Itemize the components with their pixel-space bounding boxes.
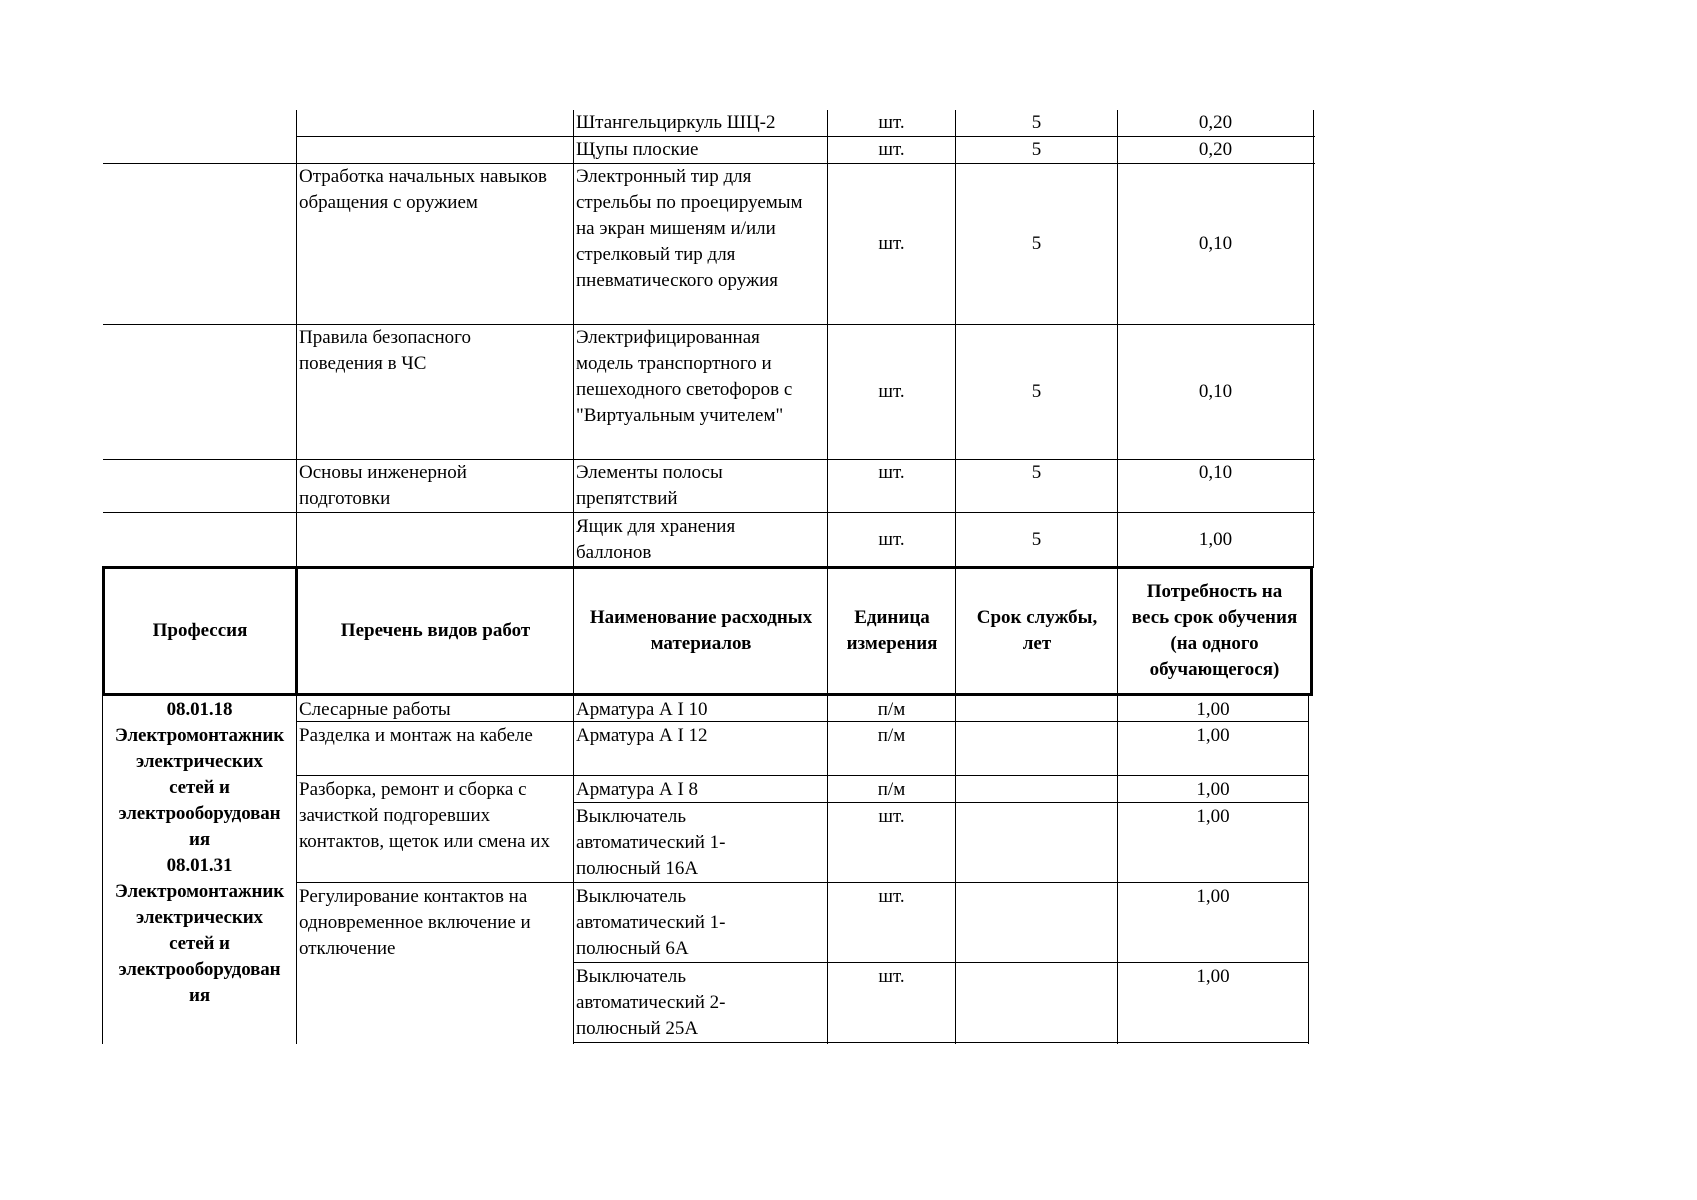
header-materials: Наименование расходных материалов bbox=[589, 607, 813, 654]
work-cell: Разборка, ремонт и сборка с зачисткой подгоревших контактов, щеток или смена их bbox=[299, 779, 550, 852]
life-cell: 5 bbox=[1031, 462, 1042, 483]
unit-cell: шт. bbox=[878, 233, 905, 254]
need-cell: 0,10 bbox=[1198, 462, 1233, 483]
header-life: Срок службы, лет bbox=[976, 607, 1098, 654]
rule bbox=[955, 696, 956, 1044]
unit-cell: п/м bbox=[877, 699, 906, 720]
material-cell: Выключатель автоматический 1- полюсный 6А bbox=[576, 886, 726, 959]
work-cell: Отработка начальных навыков обращения с оружием bbox=[299, 166, 547, 213]
rule bbox=[1310, 566, 1313, 696]
life-cell: 5 bbox=[1031, 112, 1042, 133]
unit-cell: шт. bbox=[878, 112, 905, 133]
rule bbox=[573, 110, 574, 568]
material-cell: Арматура А I 12 bbox=[576, 725, 708, 746]
unit-cell: п/м bbox=[877, 779, 906, 800]
life-cell: 5 bbox=[1031, 381, 1042, 402]
work-cell: Правила безопасного поведения в ЧС bbox=[299, 327, 471, 374]
header-works: Перечень видов работ bbox=[340, 620, 531, 641]
unit-cell: шт. bbox=[878, 529, 905, 550]
rule bbox=[1308, 696, 1309, 1044]
rule bbox=[573, 1042, 1309, 1043]
material-cell: Штангельциркуль ШЦ-2 bbox=[576, 112, 776, 133]
need-cell: 1,00 bbox=[1196, 779, 1230, 800]
unit-cell: шт. bbox=[878, 966, 905, 987]
rule bbox=[573, 696, 574, 1044]
need-cell: 0,20 bbox=[1198, 139, 1233, 160]
unit-cell: шт. bbox=[878, 381, 905, 402]
work-cell: Основы инженерной подготовки bbox=[299, 462, 467, 509]
unit-cell: шт. bbox=[878, 886, 905, 907]
header-unit: Единица измерения bbox=[846, 607, 938, 654]
material-cell: Электрифицированная модель транспортного и пешеходного светофоров с "Виртуальным учителем" bbox=[576, 327, 793, 426]
material-cell: Электронный тир для стрельбы по проецируемым на экран мишеням и/или стрелковый тир для пневматического оружия bbox=[576, 166, 803, 291]
life-cell: 5 bbox=[1031, 233, 1042, 254]
material-cell: Выключатель автоматический 1- полюсный 16А bbox=[576, 806, 726, 879]
need-cell: 1,00 bbox=[1198, 529, 1233, 550]
work-cell: Разделка и монтаж на кабеле bbox=[299, 725, 533, 746]
life-cell: 5 bbox=[1031, 139, 1042, 160]
work-cell: Регулирование контактов на одновременное включение и отключение bbox=[299, 886, 531, 959]
work-cell: Слесарные работы bbox=[299, 699, 451, 720]
life-cell: 5 bbox=[1031, 529, 1042, 550]
need-cell: 1,00 bbox=[1196, 725, 1230, 746]
need-cell: 1,00 bbox=[1196, 886, 1230, 907]
material-cell: Ящик для хранения баллонов bbox=[576, 516, 736, 563]
rule bbox=[296, 696, 297, 1044]
need-cell: 1,00 bbox=[1196, 966, 1230, 987]
unit-cell: шт. bbox=[878, 462, 905, 483]
rule bbox=[103, 693, 1313, 696]
header-need: Потребность на весь срок обучения (на одного обучающегося) bbox=[1131, 581, 1298, 680]
material-cell: Элементы полосы препятствий bbox=[576, 462, 723, 509]
profession-cell: 08.01.18 Электромонтажник электрических сетей и электрооборудован ия 08.01.31 Электромонтажник электрических сетей и электрооборудован ия bbox=[114, 699, 285, 1006]
material-cell: Выключатель автоматический 2- полюсный 25А bbox=[576, 966, 726, 1039]
unit-cell: п/м bbox=[877, 725, 906, 746]
material-cell: Щупы плоские bbox=[576, 139, 699, 160]
rule bbox=[1313, 110, 1314, 568]
header-profession: Профессия bbox=[152, 620, 248, 641]
material-cell: Арматура А I 8 bbox=[576, 779, 699, 800]
need-cell: 0,10 bbox=[1198, 381, 1233, 402]
need-cell: 1,00 bbox=[1196, 806, 1230, 827]
material-cell: Арматура А I 10 bbox=[576, 699, 708, 720]
need-cell: 1,00 bbox=[1196, 699, 1230, 720]
unit-cell: шт. bbox=[878, 139, 905, 160]
rule bbox=[296, 110, 297, 568]
need-cell: 0,20 bbox=[1198, 112, 1233, 133]
need-cell: 0,10 bbox=[1198, 233, 1233, 254]
unit-cell: шт. bbox=[878, 806, 905, 827]
